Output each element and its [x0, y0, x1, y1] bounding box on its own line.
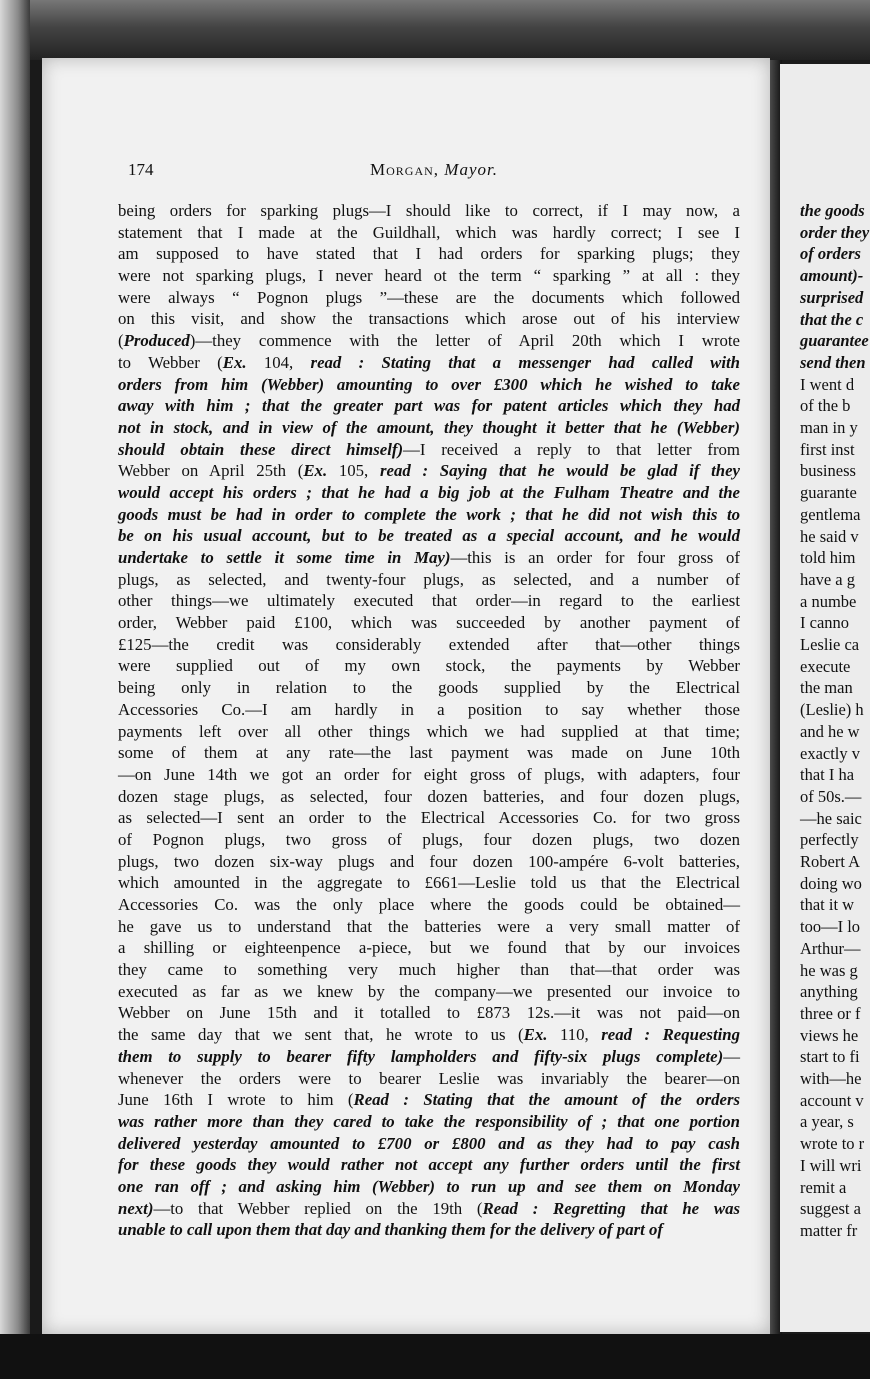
- text-line: [118, 504, 740, 526]
- right-page-line: remit a: [800, 1177, 847, 1197]
- scan-background-top: [0, 0, 870, 60]
- text-line: [118, 959, 740, 981]
- right-page-line: business: [800, 461, 856, 481]
- text-segment: which amounted in the aggregate to £661—Leslie told us that the Electrical: [118, 873, 740, 893]
- right-page-line: perfectly: [800, 830, 859, 850]
- running-head-name: Morgan: [370, 160, 434, 179]
- right-page-line: gentlema: [800, 504, 861, 524]
- italic-segment: away with him ; that the greater part was for patent articles which they had: [118, 396, 740, 416]
- italic-segment: Ex.: [222, 352, 247, 372]
- text-line: [118, 547, 740, 569]
- right-page-line: guarante: [800, 483, 857, 503]
- italic-segment: not in stock, and in view of the amount, they thought it better that he (Webber): [118, 417, 740, 437]
- right-page-line: he was g: [800, 960, 858, 980]
- text-segment: being orders for sparking plugs—I should like to correct, if I may now, a: [118, 201, 740, 220]
- italic-segment: would accept his orders ; that he had a big job at the Fulham Theatre and the: [118, 482, 740, 502]
- right-page-line: and he w: [800, 721, 860, 741]
- text-line: [118, 460, 740, 482]
- italic-segment: Ex.: [523, 1025, 548, 1045]
- right-page-line: views he: [800, 1025, 859, 1045]
- right-page-line: Leslie ca: [800, 635, 860, 654]
- right-page-line: the man: [800, 678, 853, 698]
- text-segment: (: [118, 331, 124, 351]
- right-page-line: amount)-: [800, 266, 864, 286]
- italic-segment: read : Stating that a messenger had called with: [310, 352, 741, 372]
- right-page-line: that the c: [800, 309, 864, 329]
- right-page-line: start to fi: [800, 1047, 860, 1067]
- text-line: [118, 395, 740, 417]
- text-segment: they came to something very much higher than that—that order was: [118, 960, 740, 980]
- running-head: Morgan, Mayor.: [370, 160, 498, 179]
- right-page-line: I will wri: [800, 1155, 862, 1175]
- right-page-line: guarantee: [800, 331, 869, 351]
- right-page-line: a numbe: [800, 591, 857, 611]
- text-segment: 105,: [327, 461, 380, 481]
- right-page-line: of the b: [800, 396, 851, 416]
- text-line: [118, 439, 740, 461]
- text-line: [118, 352, 740, 374]
- text-segment: plugs, as selected, and twenty-four plugs, as selected, and a number of: [118, 569, 740, 589]
- right-page-line: have a g: [800, 569, 855, 589]
- right-page-line: Robert A: [800, 852, 861, 871]
- page-header: [128, 160, 748, 184]
- italic-segment: Ex.: [303, 461, 328, 481]
- text-segment: of Pognon plugs, two gross of plugs, four dozen plugs, two dozen: [118, 829, 740, 849]
- italic-segment: for these goods they would rather not accept any further orders until the first: [118, 1155, 740, 1175]
- text-segment: on this visit, and show the transactions which arose out of his interview: [118, 309, 740, 329]
- text-segment: Accessories Co. was the only place where the goods could be obtained—: [118, 895, 740, 914]
- text-segment: being only in relation to the goods supplied by the Electrical: [118, 678, 740, 698]
- text-line: [118, 699, 740, 721]
- text-line: [118, 721, 740, 743]
- right-page-fragment: [780, 64, 870, 1332]
- text-segment: —this is an order for four gross of: [450, 548, 740, 567]
- right-page-line: —he saic: [800, 808, 862, 828]
- text-line: [118, 894, 740, 916]
- text-line: [118, 590, 740, 612]
- right-page-line: wrote to r: [800, 1134, 865, 1154]
- text-line: [118, 764, 740, 786]
- text-segment: dozen stage plugs, as selected, four dozen batteries, and four dozen plugs,: [118, 786, 740, 806]
- text-segment: to Webber (: [118, 352, 223, 372]
- scan-background-bottom: [0, 1334, 870, 1379]
- right-page-line: send then: [800, 352, 866, 372]
- text-segment: June 16th I wrote to him (: [118, 1090, 354, 1110]
- text-line: [118, 937, 740, 959]
- italic-segment: goods must be had in order to complete the work ; that he did not wish this to: [118, 504, 740, 524]
- italic-segment: undertake to settle it some time in May): [118, 548, 451, 567]
- right-page-line: of orders: [800, 244, 861, 264]
- text-segment: Accessories Co.—I am hardly in a position to say whether those: [118, 699, 740, 719]
- text-line: [118, 677, 740, 699]
- text-line: [118, 981, 740, 1003]
- running-head-title: Mayor.: [444, 160, 498, 179]
- right-page-line: I went d: [800, 374, 855, 394]
- right-page-line: matter fr: [800, 1220, 858, 1240]
- text-line: [118, 872, 740, 894]
- text-line: [118, 569, 740, 591]
- text-line: [118, 1068, 740, 1090]
- right-page-line: man in y: [800, 418, 858, 437]
- text-segment: were always “ Pognon plugs ”—these are the documents which followed: [118, 287, 740, 307]
- text-segment: as selected—I sent an order to the Electrical Accessories Co. for two gross: [118, 808, 740, 828]
- italic-segment: Produced: [123, 331, 190, 351]
- text-line: [118, 200, 740, 222]
- text-segment: )—they commence with the letter of April 20th which I wrote: [189, 331, 740, 351]
- right-page-line: suggest a: [800, 1199, 861, 1219]
- text-line: [118, 1111, 740, 1133]
- text-segment: executed as far as we knew by the company—we presented our invoice to: [118, 981, 740, 1001]
- page-number: 174: [128, 160, 154, 179]
- text-segment: whenever the orders were to bearer Leslie was invariably the bearer—on: [118, 1068, 740, 1088]
- right-page-line: doing wo: [800, 873, 862, 893]
- italic-segment: unable to call upon them that day and thanking them for the delivery of part of: [118, 1220, 663, 1240]
- italic-segment: read : Requesting: [601, 1025, 740, 1045]
- text-line: [118, 417, 740, 439]
- italic-segment: one ran off ; and asking him (Webber) to run up and see them on Monday: [118, 1176, 740, 1196]
- page-body-text: [118, 200, 740, 1241]
- right-page-line: anything: [800, 982, 858, 1002]
- text-line: [118, 243, 740, 265]
- right-page-line: with—he: [800, 1069, 862, 1088]
- text-segment: am supposed to have stated that I had orders for sparking plugs; they: [118, 244, 740, 264]
- right-page-line: the goods: [800, 201, 865, 220]
- text-line: [118, 655, 740, 677]
- text-line: [118, 1198, 740, 1220]
- text-segment: were supplied out of my own stock, the payments by Webber: [118, 656, 740, 676]
- right-page-line: surprised: [800, 287, 864, 307]
- text-segment: a shilling or eighteenpence a-piece, but we found that by our invoices: [118, 938, 740, 958]
- text-line: [118, 742, 740, 764]
- text-line: [118, 1002, 740, 1024]
- text-line: [118, 525, 740, 547]
- text-segment: £125—the credit was considerably extended after that—other things: [118, 634, 740, 654]
- right-page-line: order they: [800, 222, 870, 242]
- text-line: [118, 829, 740, 851]
- right-page-line: a year, s: [800, 1112, 854, 1132]
- text-line: [118, 308, 740, 330]
- italic-segment: orders from him (Webber) amounting to over £300 which he wished to take: [118, 374, 740, 394]
- italic-segment: read : Saying that he would be glad if they: [379, 461, 741, 481]
- text-segment: order, Webber paid £100, which was succeeded by another payment of: [118, 613, 740, 633]
- right-page-line: that I ha: [800, 765, 855, 785]
- text-line: [118, 1176, 740, 1198]
- text-segment: the same day that we sent that, he wrote to us (: [118, 1025, 524, 1045]
- text-line: [118, 482, 740, 504]
- right-page-line: of 50s.—: [800, 786, 862, 806]
- text-line: [118, 1154, 740, 1176]
- right-page-line: I canno: [800, 613, 850, 633]
- italic-segment: delivered yesterday amounted to £700 or £800 and as they had to pay cash: [118, 1133, 740, 1153]
- italic-segment: should obtain these direct himself): [118, 439, 404, 459]
- text-segment: were not sparking plugs, I never heard ot the term “ sparking ” at all : they: [118, 266, 740, 286]
- text-segment: other things—we ultimately executed that order—in regard to the earliest: [118, 591, 740, 611]
- right-page-line: exactly v: [800, 743, 861, 763]
- right-page-line: account v: [800, 1090, 864, 1110]
- right-page-line: he said v: [800, 526, 859, 546]
- text-line: [118, 851, 740, 873]
- italic-segment: them to supply to bearer fifty lampholders and fifty-six plugs complete): [118, 1046, 724, 1066]
- text-line: [118, 265, 740, 287]
- text-line: [118, 807, 740, 829]
- right-page-line: told him: [800, 548, 856, 568]
- text-segment: statement that I made at the Guildhall, which was hardly correct; I see I: [118, 222, 740, 242]
- text-line: [118, 374, 740, 396]
- text-segment: Webber on April 25th (: [118, 461, 304, 481]
- text-line: [118, 634, 740, 656]
- italic-segment: was rather more than they cared to take the responsibility of ; that one portion: [118, 1111, 740, 1131]
- text-segment: some of them at any rate—the last payment was made on June 10th: [118, 743, 740, 763]
- right-page-line: that it w: [800, 895, 855, 915]
- text-line: [118, 222, 740, 244]
- text-segment: —I received a reply to that letter from: [403, 439, 740, 459]
- text-line: [118, 1133, 740, 1155]
- text-segment: payments left over all other things which we had supplied at that time;: [118, 721, 740, 741]
- text-segment: 104,: [246, 352, 311, 372]
- italic-segment: Read : Stating that the amount of the orders: [353, 1090, 741, 1110]
- text-line: [118, 1024, 740, 1046]
- italic-segment: Read : Regretting that he was: [482, 1198, 740, 1218]
- text-line: [118, 1089, 740, 1111]
- book-edge-left: [0, 0, 30, 1379]
- text-line: [118, 612, 740, 634]
- text-line: [118, 330, 740, 352]
- right-page-line: (Leslie) h: [800, 700, 864, 720]
- italic-segment: next): [118, 1198, 154, 1218]
- text-line: [118, 1046, 740, 1068]
- right-page-line: three or f: [800, 1003, 861, 1023]
- text-segment: he gave us to understand that the batteries were a very small matter of: [118, 916, 740, 936]
- text-line: [118, 1219, 740, 1241]
- text-segment: —to that Webber replied on the 19th (: [153, 1198, 483, 1218]
- text-line: [118, 287, 740, 309]
- right-page-line: first inst: [800, 439, 855, 459]
- text-segment: plugs, two dozen six-way plugs and four dozen 100-ampére 6-volt batteries,: [118, 851, 740, 871]
- text-segment: Webber on June 15th and it totalled to £873 12s.—it was not paid—on: [118, 1003, 740, 1023]
- italic-segment: be on his usual account, but to be treated as a special account, and he would: [118, 526, 740, 546]
- right-page-line: too—I lo: [800, 917, 861, 937]
- text-segment: —on June 14th we got an order for eight gross of plugs, with adapters, four: [118, 764, 740, 784]
- right-page-line: execute: [800, 656, 851, 676]
- text-segment: 110,: [547, 1025, 602, 1045]
- right-page-line: Arthur—: [800, 938, 861, 958]
- text-segment: —: [723, 1046, 740, 1066]
- text-line: [118, 786, 740, 808]
- text-line: [118, 916, 740, 938]
